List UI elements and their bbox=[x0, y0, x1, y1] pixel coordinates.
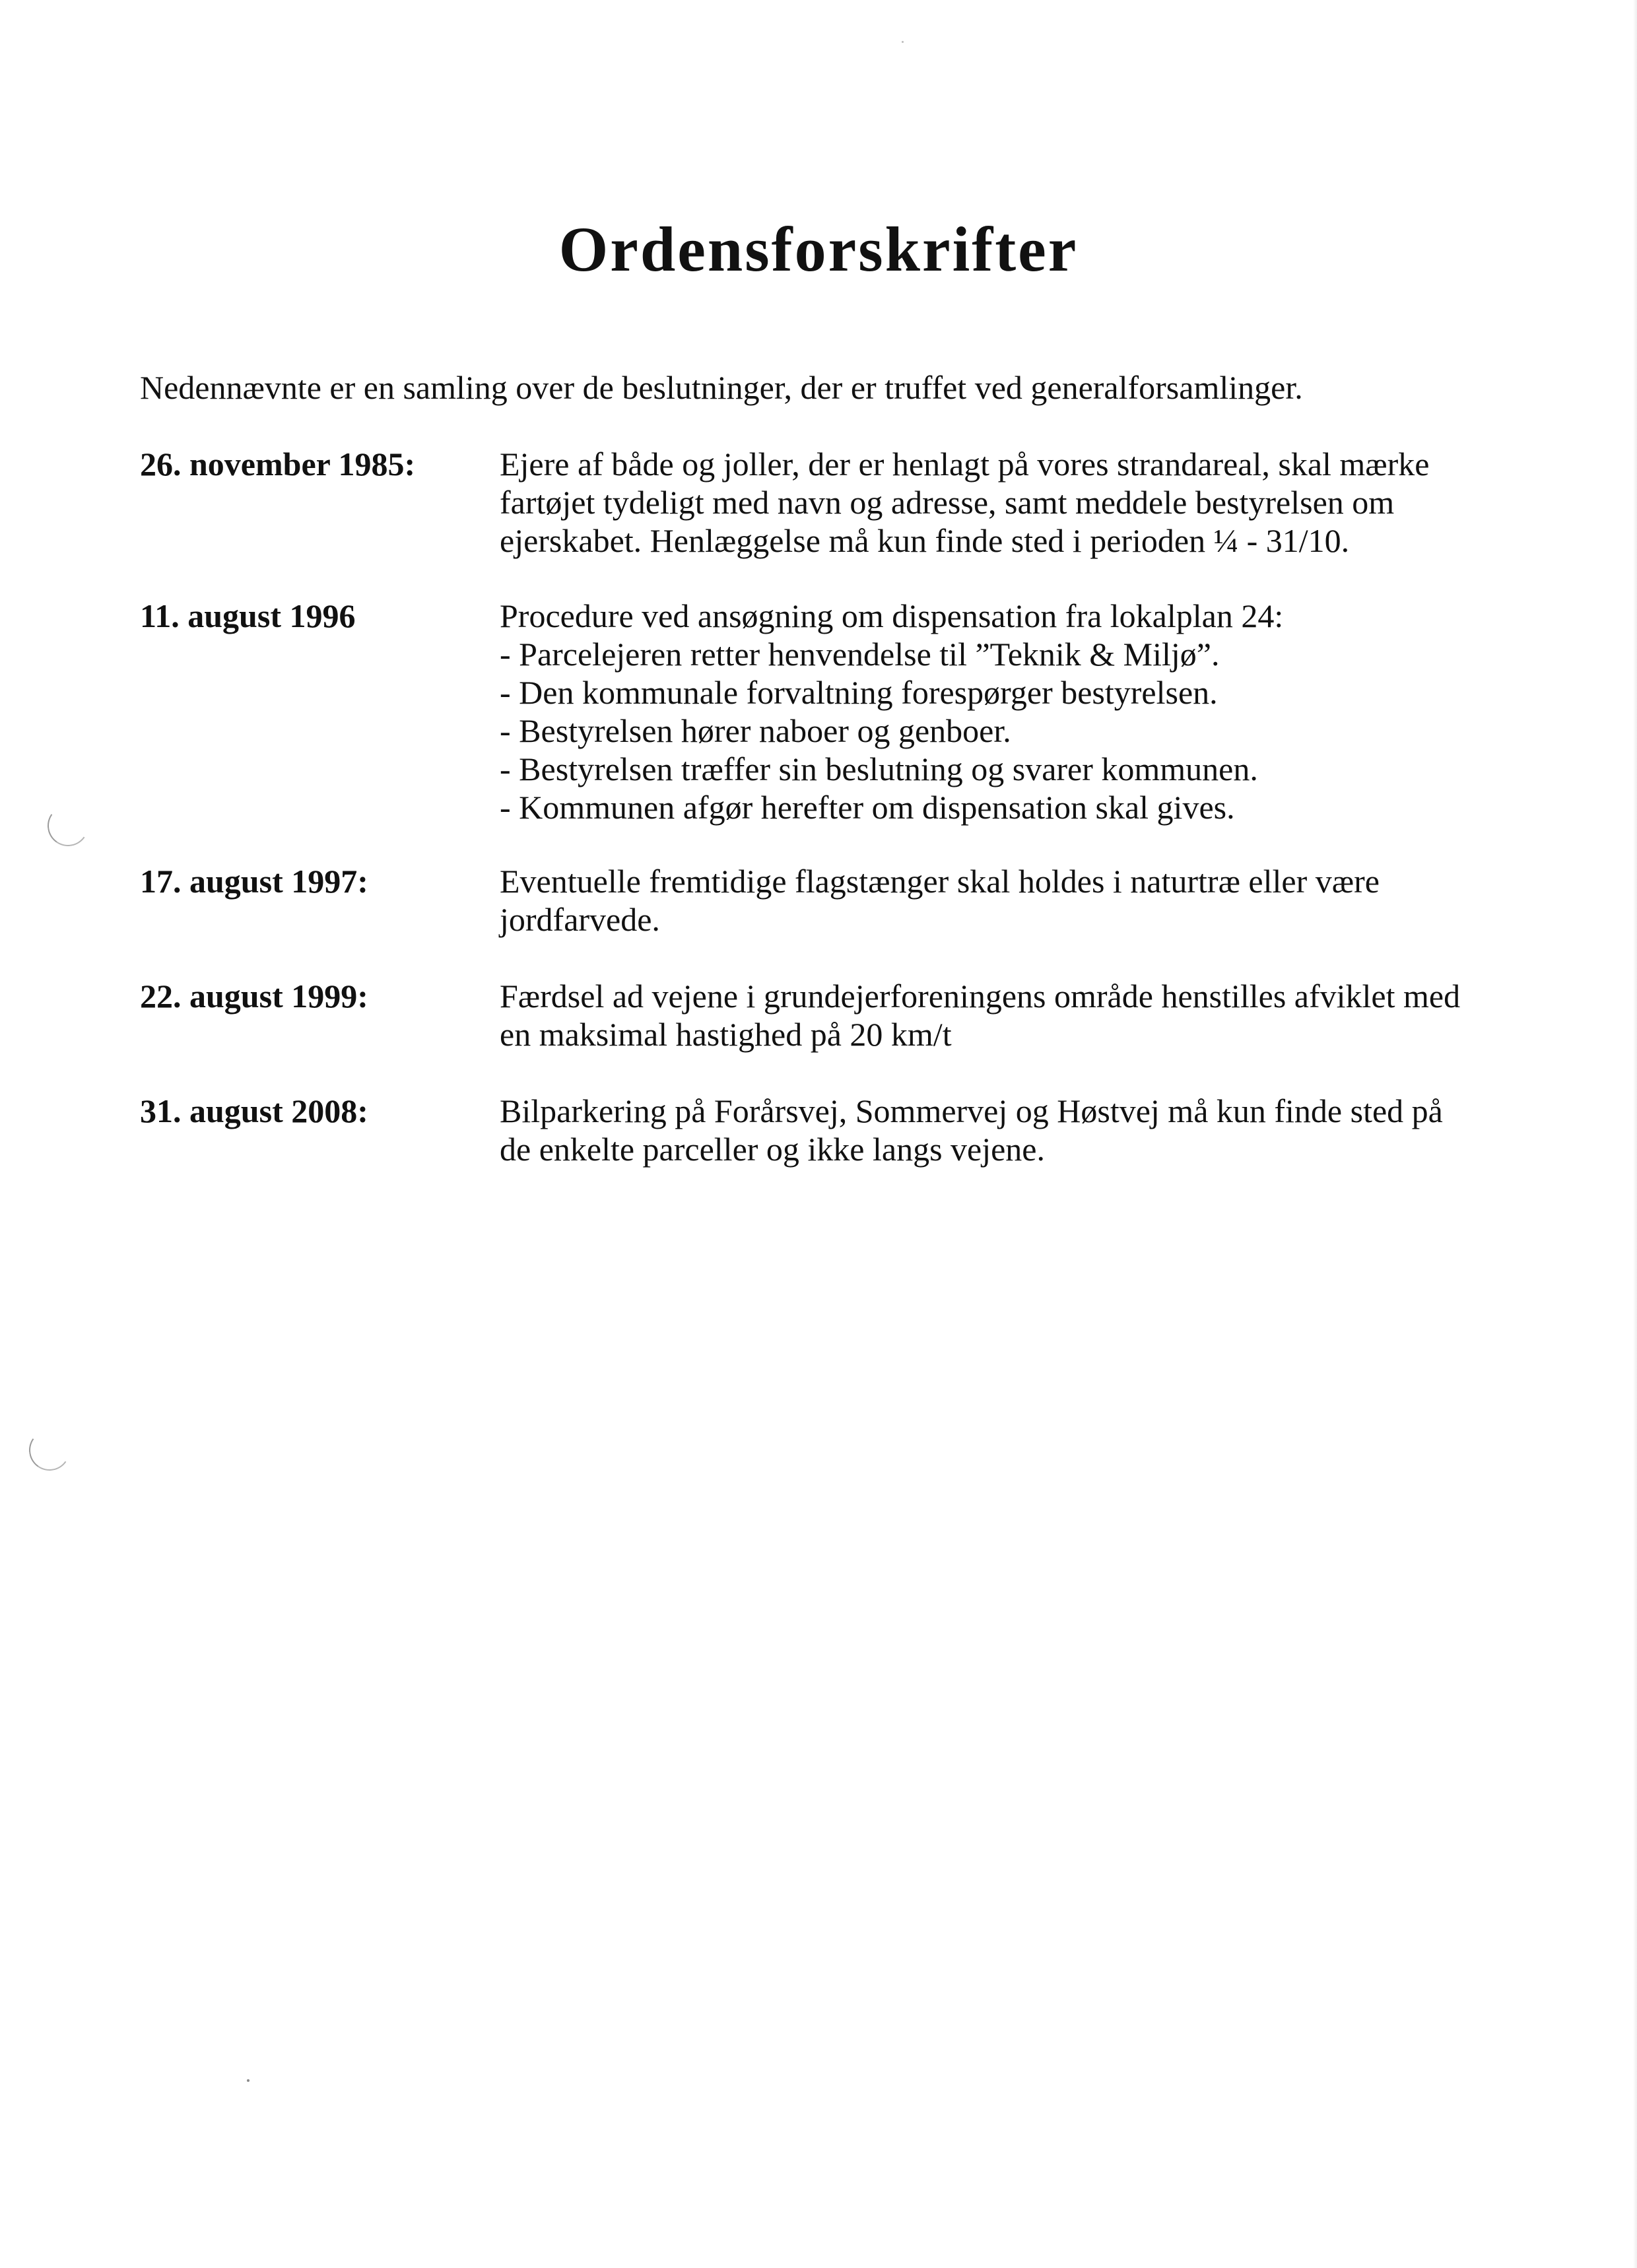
page-title: Ordensforskrifter bbox=[558, 214, 1079, 284]
entry-text-line: jordfarvede. bbox=[500, 901, 660, 938]
entry-date: 17. august 1997: bbox=[140, 863, 368, 900]
page-edge-shadow bbox=[1633, 0, 1637, 2268]
entry-text bbox=[500, 862, 1622, 939]
intro-paragraph: Nedennævnte er en samling over de beslutninger, der er truffet ved generalforsamlinger. bbox=[140, 369, 1303, 406]
entry-text-line: - Bestyrelsen hører naboer og genboer. bbox=[500, 712, 1011, 749]
entry-text-line: - Den kommunale forvaltning forespørger bestyrelsen. bbox=[500, 674, 1218, 711]
punch-hole-mark bbox=[44, 802, 92, 850]
scan-speck bbox=[902, 41, 904, 43]
entry-date: 22. august 1999: bbox=[140, 978, 368, 1015]
entry-text-line: Procedure ved ansøgning om dispensation fra lokalplan 24: bbox=[500, 597, 1284, 634]
entry-text bbox=[500, 597, 1622, 826]
entry-text-line: Eventuelle fremtidige flagstænger skal holdes i naturtræ eller være bbox=[500, 863, 1380, 900]
scan-speck bbox=[247, 2079, 250, 2082]
entry-text-line: - Parcelejeren retter henvendelse til ”Teknik & Miljø”. bbox=[500, 636, 1220, 673]
entry-text bbox=[500, 977, 1622, 1053]
entry-text-line: ejerskabet. Henlæggelse må kun finde sted i perioden ¼ - 31/10. bbox=[500, 522, 1350, 559]
entry-text-line: Bilparkering på Forårsvej, Sommervej og Høstvej må kun finde sted på bbox=[500, 1092, 1443, 1129]
entry-text-line: de enkelte parceller og ikke langs vejene. bbox=[500, 1131, 1046, 1168]
entry-text-line: fartøjet tydeligt med navn og adresse, samt meddele bestyrelsen om bbox=[500, 484, 1395, 521]
entry-text bbox=[500, 445, 1622, 560]
entry-date: 26. november 1985: bbox=[140, 446, 416, 483]
entry-text-line: - Kommunen afgør herefter om dispensation skal gives. bbox=[500, 789, 1235, 826]
entry-date: 11. august 1996 bbox=[140, 597, 356, 634]
punch-hole-mark bbox=[26, 1426, 73, 1474]
entry-text bbox=[500, 1092, 1622, 1168]
entry-text-line: en maksimal hastighed på 20 km/t bbox=[500, 1016, 952, 1053]
entry-date: 31. august 2008: bbox=[140, 1092, 368, 1129]
entry-text-line: Færdsel ad vejene i grundejerforeningens område henstilles afviklet med bbox=[500, 978, 1461, 1015]
entry-text-line: Ejere af både og joller, der er henlagt på vores strandareal, skal mærke bbox=[500, 446, 1430, 483]
entry-text-line: - Bestyrelsen træffer sin beslutning og svarer kommunen. bbox=[500, 750, 1258, 787]
